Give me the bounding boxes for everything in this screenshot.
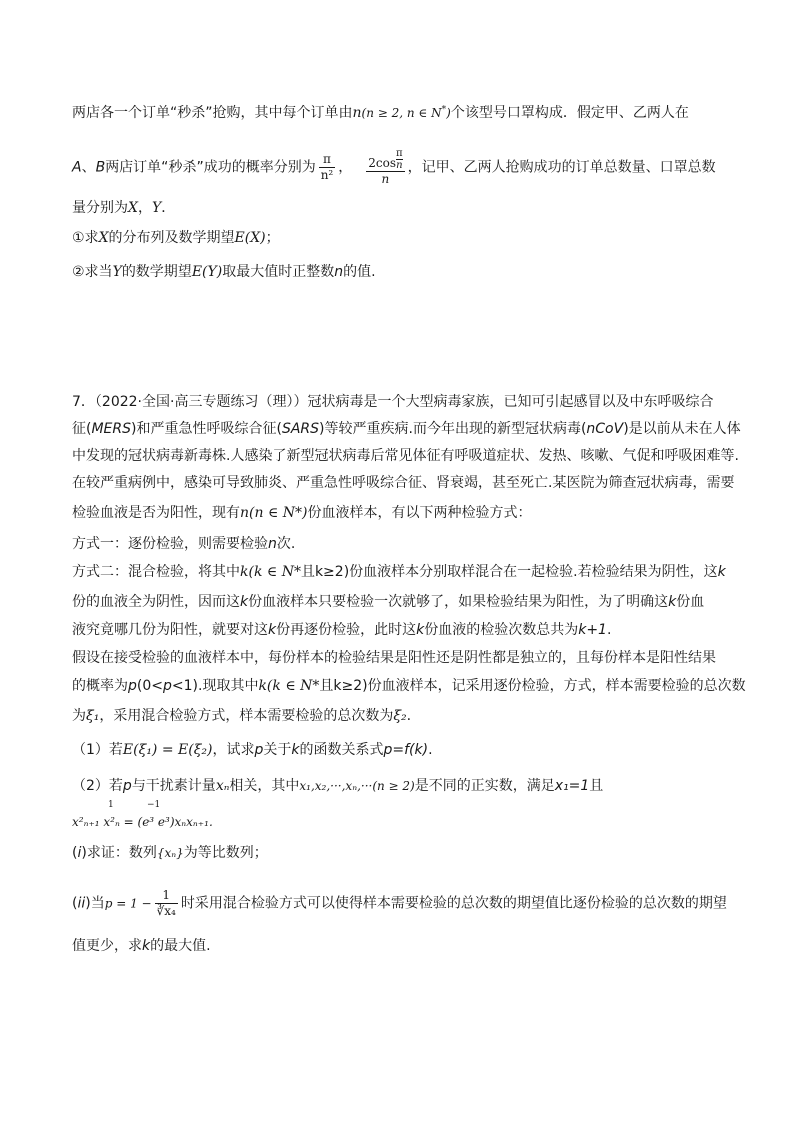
text: 两店各一个订单“秒杀”抢购，其中每个订单由 bbox=[72, 105, 353, 121]
var-k: k bbox=[668, 594, 677, 610]
p7-equation bbox=[72, 812, 213, 832]
text: k≥2)份血液样本分别取样混合在一起检验.若检验结果为阴性，这 bbox=[314, 564, 718, 580]
text: (0< bbox=[136, 678, 163, 694]
math-recurrence: x²ₙ₊₁ x²ₙ = (e³ e³)xₙxₙ₊₁ bbox=[72, 815, 209, 829]
text: 的数学期望 bbox=[121, 264, 192, 280]
term-sars: SARS bbox=[281, 421, 320, 437]
label-a: A bbox=[72, 159, 82, 176]
text: 份血液样本只要检验一次就够了，如果检验结果为阳性，为了明确这 bbox=[248, 594, 669, 610]
text: 份血液的检验次数总共为 bbox=[424, 622, 579, 638]
text: ①求 bbox=[72, 230, 99, 246]
var-y: Y bbox=[112, 264, 122, 280]
text: 在较严重病例中，感染可导致肺炎、严重急性呼吸综合征、肾衰竭，甚至死亡.某医院为筛查冠状病毒，需要 bbox=[72, 475, 735, 491]
text: 的最大值. bbox=[150, 938, 211, 954]
text: ②求当 bbox=[72, 264, 113, 280]
text: )当 bbox=[85, 895, 105, 912]
eq-exp-2: −1 bbox=[147, 800, 161, 810]
text: )是以前从未在人体 bbox=[623, 421, 741, 437]
text: ，试求 bbox=[212, 742, 255, 758]
problem-source: （2022·全国·高三专题练习（理）） bbox=[94, 394, 308, 410]
p7-sub-1 bbox=[72, 740, 433, 760]
var-p: p bbox=[122, 778, 132, 794]
text: 方式一：逐份检验，则需要检验 bbox=[72, 536, 268, 552]
text: 方式二：混合检验，将其中 bbox=[72, 564, 240, 580]
p7-line-2 bbox=[72, 419, 741, 439]
text: . bbox=[406, 708, 412, 724]
text: ，记甲、乙两人抢购成功的订单总数量、口罩总数 bbox=[407, 159, 716, 176]
text: 相关，其中 bbox=[229, 778, 300, 794]
var-xi2: ξ₂ bbox=[393, 708, 407, 724]
var-p: p bbox=[163, 678, 172, 694]
text: 两店订单“秒杀”成功的概率分别为 bbox=[105, 159, 316, 176]
math-sequence: x₁,x₂,···,xₙ,··· bbox=[299, 779, 373, 793]
p6-question-2 bbox=[72, 262, 376, 282]
fraction-pi-over-n2: $\frac{\pi}{\text{n²}}$ bbox=[320, 152, 334, 182]
fraction-2cos: 2cos $\frac{\pi}{n}$ n bbox=[368, 148, 403, 186]
math-n-set: n(n ∈ N*) bbox=[240, 505, 308, 521]
p7-method-2-line-1 bbox=[72, 562, 726, 582]
math-k-set: k(k ∈ N* bbox=[258, 678, 320, 694]
text: )求证：数列 bbox=[81, 845, 157, 861]
math-seq-xn: {xₙ} bbox=[156, 846, 184, 860]
expr-k-plus-1: k+1 bbox=[578, 622, 607, 638]
eq-exp-1: 1 bbox=[108, 800, 114, 810]
p7-sub-2 bbox=[72, 776, 603, 796]
text: 的概率为 bbox=[72, 678, 128, 694]
text: ； bbox=[265, 230, 280, 246]
p6-line-1 bbox=[72, 100, 689, 123]
p7-method-2-line-2 bbox=[72, 592, 704, 612]
text: )和严重急性呼吸综合征( bbox=[131, 421, 282, 437]
p7-line-1 bbox=[72, 392, 713, 412]
p7-hypothesis-line-3 bbox=[72, 706, 411, 726]
term-mers: MERS bbox=[91, 421, 132, 437]
math-cond: (n ≥ 2, n ∈ N*) bbox=[361, 105, 451, 120]
var-y: Y bbox=[151, 200, 162, 216]
text: 份血 bbox=[676, 594, 705, 610]
text: 份再逐份检验，此时这 bbox=[276, 622, 417, 638]
text: 是不同的正实数，满足 bbox=[414, 778, 555, 794]
var-p: p bbox=[128, 678, 137, 694]
separator: 、 bbox=[81, 159, 96, 176]
expr-p-fk: p=f(k) bbox=[383, 742, 429, 758]
var-k: k bbox=[717, 564, 726, 580]
var-x: X bbox=[128, 200, 138, 216]
p7-method-2-line-3 bbox=[72, 620, 611, 640]
text: k≥2)份血液样本，记采用逐份检验，方式，样本需要检验的总次数 bbox=[333, 678, 746, 694]
roman-ii: ii bbox=[77, 895, 86, 912]
text: 为等比数列； bbox=[183, 845, 268, 861]
var-n: n bbox=[268, 536, 277, 552]
var-x: X bbox=[98, 230, 109, 246]
separator: ， bbox=[137, 200, 152, 216]
p7-method-1 bbox=[72, 534, 295, 554]
text: 量分别为 bbox=[72, 200, 128, 216]
text: 值更少，求 bbox=[72, 938, 142, 954]
var-xi1: ξ₁ bbox=[86, 708, 100, 724]
text: 液究竟哪几份为阳性，就要对这 bbox=[72, 622, 268, 638]
var-k: k bbox=[268, 622, 277, 638]
text: <1).现取其中 bbox=[171, 678, 259, 694]
math-p-eq: p = 1 − bbox=[104, 896, 152, 911]
text: 且 bbox=[300, 564, 315, 580]
text: 为 bbox=[72, 708, 86, 724]
p6-line-3 bbox=[72, 198, 175, 218]
p7-part-ii bbox=[72, 888, 727, 919]
roman-i: i bbox=[77, 845, 82, 861]
problem-number: 7． bbox=[72, 394, 95, 410]
text: . bbox=[208, 815, 213, 829]
text: 检验血液是否为阳性，现有 bbox=[72, 505, 240, 521]
text: 且 bbox=[589, 778, 604, 794]
text: 时采用混合检验方式可以使得样本需要检验的总次数的期望值比逐份检验的总次数的期望 bbox=[180, 895, 727, 912]
p7-hypothesis-line-2 bbox=[72, 676, 746, 696]
p7-hypothesis-line-1 bbox=[72, 648, 716, 668]
text: . bbox=[606, 622, 612, 638]
text: 征( bbox=[72, 421, 92, 437]
expr-x1: x₁=1 bbox=[554, 778, 590, 794]
text: （1）若 bbox=[72, 742, 123, 758]
text: 假设在接受检验的血液样本中，每份样本的检验结果是阳性还是阴性都是独立的，且每份样本是阳性结果 bbox=[72, 650, 716, 666]
text: 关于 bbox=[263, 742, 292, 758]
p6-line-2 bbox=[72, 148, 716, 187]
text: 份血液样本，有以下两种检验方式： bbox=[307, 505, 532, 521]
text: 且 bbox=[319, 678, 334, 694]
math-expectation-equal: E(ξ₁) = E(ξ₂) bbox=[122, 742, 213, 758]
text: 与干扰素计量 bbox=[131, 778, 216, 794]
var-k: k bbox=[291, 742, 300, 758]
p7-line-5 bbox=[72, 503, 531, 523]
label-b: B bbox=[95, 159, 106, 176]
p7-part-ii-line-2 bbox=[72, 936, 211, 956]
text: 的分布列及数学期望 bbox=[108, 230, 235, 246]
text: （2）若 bbox=[72, 778, 123, 794]
text: )等较严重疾病.而今年出现的新型冠状病毒( bbox=[319, 421, 587, 437]
text: ． bbox=[161, 200, 176, 216]
p6-question-1 bbox=[72, 228, 280, 248]
p7-line-3 bbox=[72, 446, 739, 466]
text: 个该型号口罩构成．假定甲、乙两人在 bbox=[450, 105, 689, 121]
fraction-1-over-cbrt-x4: $\frac{1}{\text{∛x₄}}$ bbox=[156, 888, 176, 918]
text: ，采用混合检验方式，样本需要检验的总次数为 bbox=[99, 708, 394, 724]
var-k: k bbox=[416, 622, 425, 638]
p7-part-i bbox=[72, 843, 268, 863]
var-k: k bbox=[142, 938, 151, 954]
var-k: k bbox=[240, 594, 249, 610]
text: 次. bbox=[276, 536, 296, 552]
p7-line-4 bbox=[72, 473, 734, 493]
var-p: p bbox=[254, 742, 264, 758]
term-ncov: nCoV bbox=[586, 421, 624, 437]
text: ( bbox=[72, 845, 78, 861]
var-n: n bbox=[334, 264, 344, 280]
text: 份的血液全为阴性，因而这 bbox=[72, 594, 240, 610]
text: ( bbox=[72, 895, 78, 912]
text: 的值. bbox=[343, 264, 376, 280]
math-cond: (n ≥ 2) bbox=[372, 779, 415, 793]
math-ex: E(X) bbox=[234, 230, 266, 246]
text: 的函数关系式 bbox=[299, 742, 384, 758]
text: 中发现的冠状病毒新毒株.人感染了新型冠状病毒后常见体征有呼吸道症状、发热、咳嗽、气促和呼吸困难等. bbox=[72, 448, 739, 464]
text: 取最大值时正整数 bbox=[222, 264, 335, 280]
text: 冠状病毒是一个大型病毒家族，已知可引起感冒以及中东呼吸综合 bbox=[307, 394, 714, 410]
math-k-set: k(k ∈ N* bbox=[240, 564, 301, 580]
comma: ， bbox=[338, 159, 353, 176]
math-n: n bbox=[352, 105, 362, 121]
math-ey: E(Y) bbox=[191, 264, 223, 280]
text: . bbox=[428, 742, 433, 758]
var-xn: xₙ bbox=[215, 778, 230, 794]
